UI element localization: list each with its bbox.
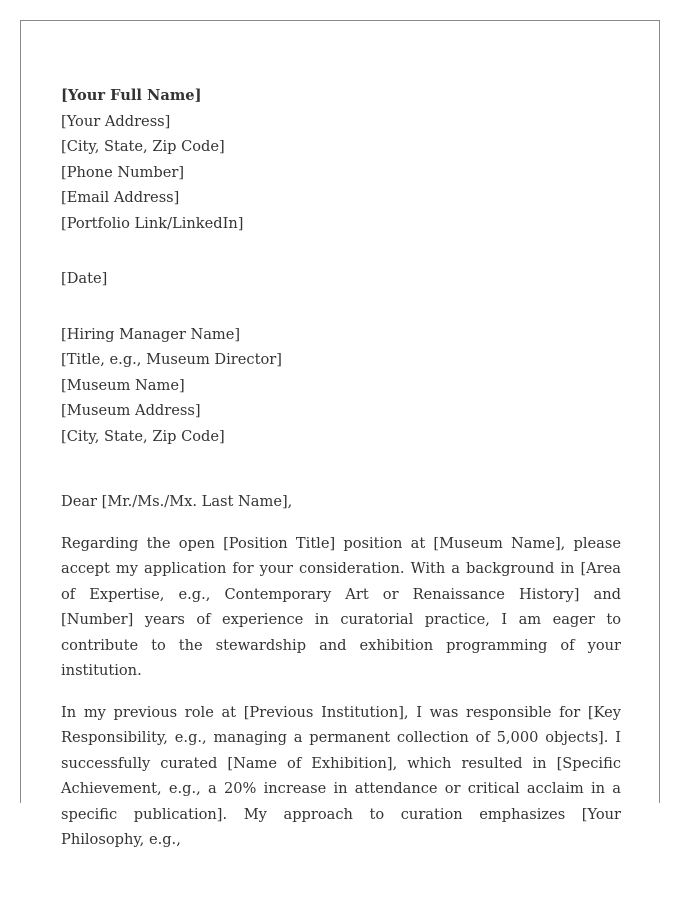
spacer [61,449,621,489]
recipient-title: [Title, e.g., Museum Director] [61,351,282,368]
body-paragraph-intro: Regarding the open [Position Title] position at [Museum Name], please accept my application for your consideration. With a background in [Area of Expertise, e.g., Contemporary Art or Renaissance History] and [Number] years of experience in curatorial practice, I am eager to contribute to the stewardship and exhibition programming of your institution. [61,534,621,679]
sender-portfolio: [Portfolio Link/LinkedIn] [61,214,244,232]
sender-full-name: [Your Full Name] [61,87,202,104]
spacer [61,292,621,322]
recipient-block [61,322,621,450]
letter-page [20,20,660,848]
body-paragraph-experience: In my previous role at [Previous Institution], I was responsible for [Key Responsibility, e.g., managing a permanent collection of 5,000 objects]. I successfully curated [Name of Exhibition], which resulted in [Specific Achievement, e.g., a 20% increase in attendance or critical acclaim in a specific publication]. My approach to curation emphasizes [Your Philosophy, e.g., [61,703,621,848]
recipient-museum-address: [Museum Address] [61,402,201,419]
recipient-museum-name: [Museum Name] [61,376,185,394]
letter-date: [Date] [61,270,108,287]
sender-email: [Email Address] [61,189,180,206]
recipient-city-state-zip: [City, State, Zip Code] [61,427,225,445]
sender-address: [Your Address] [61,112,171,130]
date-block [61,266,621,292]
sender-block [61,83,621,236]
sender-phone: [Phone Number] [61,163,185,181]
spacer [61,236,621,266]
letter-content [61,83,621,869]
recipient-manager-name: [Hiring Manager Name] [61,325,241,343]
salutation: Dear [Mr./Ms./Mx. Last Name], [61,493,293,510]
sender-city-state-zip: [City, State, Zip Code] [61,138,225,155]
